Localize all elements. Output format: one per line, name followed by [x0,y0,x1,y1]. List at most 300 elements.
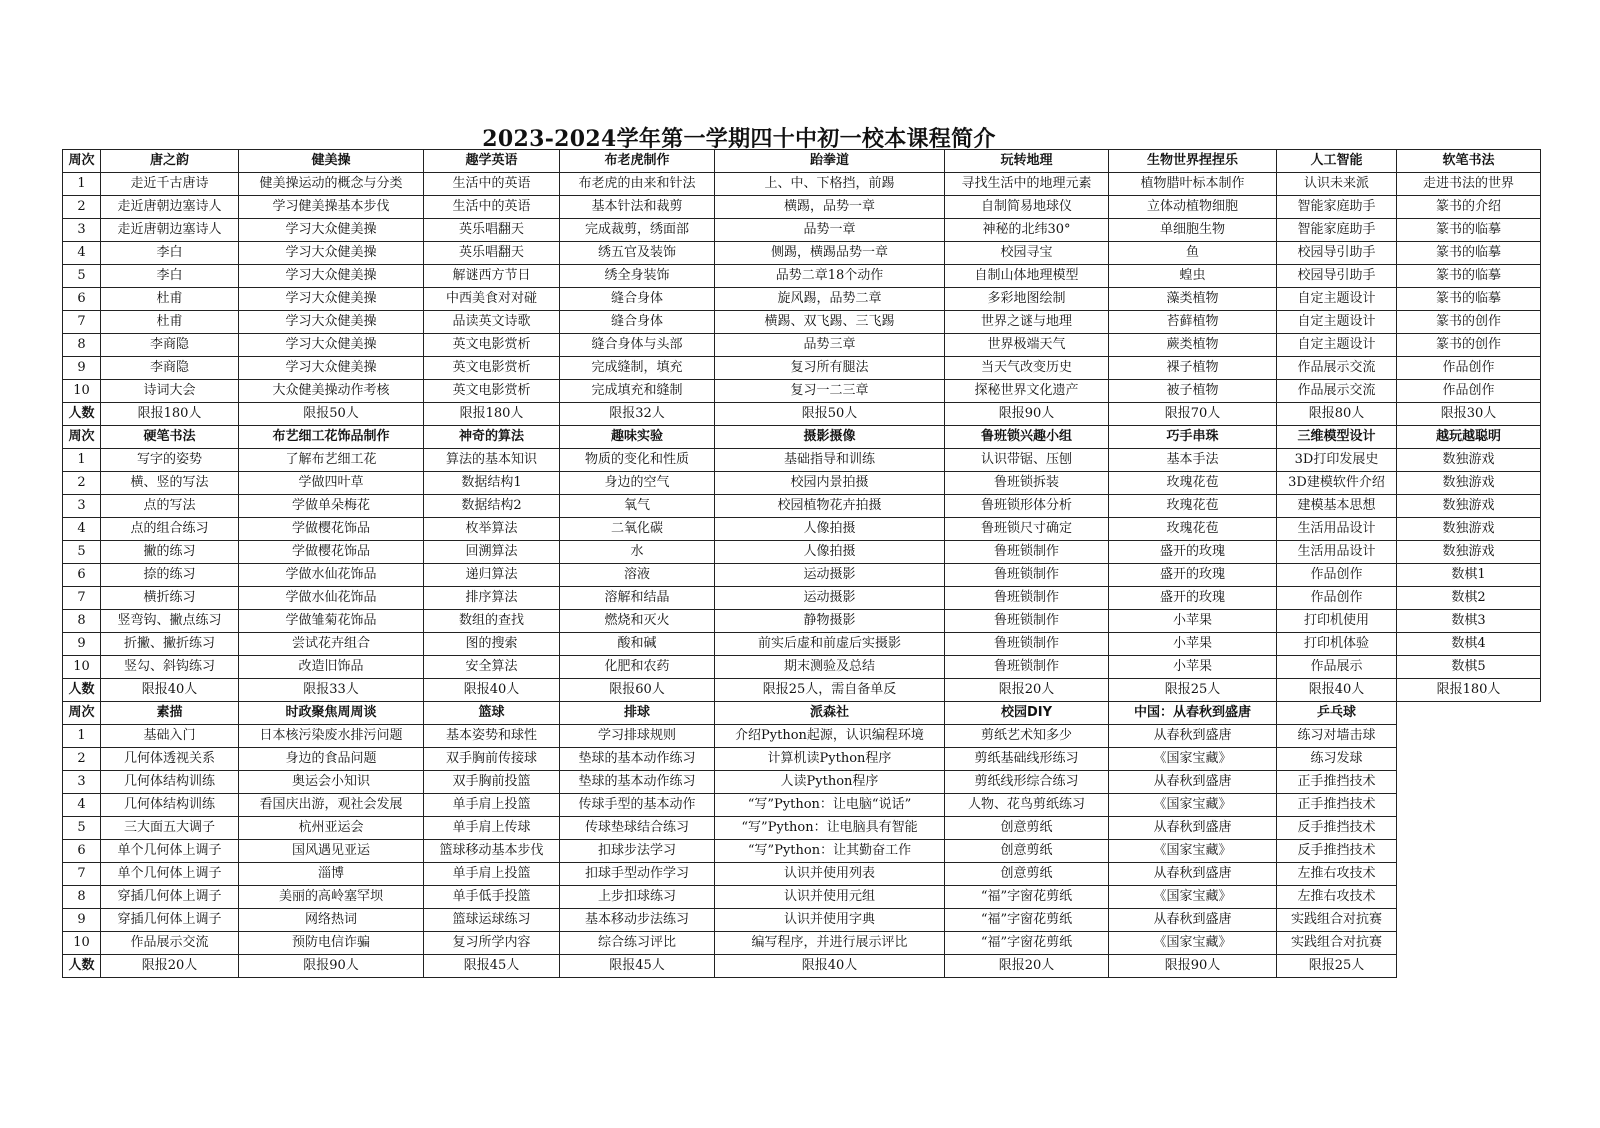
week-number: 1 [63,725,101,748]
lesson-topic: 盛开的玫瑰 [1109,564,1277,587]
lesson-topic: 认识未来派 [1277,173,1397,196]
lesson-topic: 数独游戏 [1397,518,1541,541]
week-row [63,380,1541,403]
lesson-topic: 学做雏菊花饰品 [239,610,424,633]
lesson-topic: 数独游戏 [1397,495,1541,518]
lesson-topic: 人像拍摄 [715,541,945,564]
week-row [63,541,1541,564]
lesson-topic: 篆书的介绍 [1397,196,1541,219]
lesson-topic: 双手胸前传接球 [424,748,560,771]
lesson-topic: 数独游戏 [1397,449,1541,472]
course-name: 排球 [560,702,715,725]
lesson-topic: 数棋2 [1397,587,1541,610]
lesson-topic: 数棋1 [1397,564,1541,587]
empty-cell [1397,725,1541,748]
lesson-topic: 基本针法和裁剪 [560,196,715,219]
enrollment-limit: 限报45人 [560,955,715,978]
lesson-topic: 神秘的北纬30° [945,219,1109,242]
week-number: 2 [63,196,101,219]
lesson-topic: 打印机使用 [1277,610,1397,633]
lesson-topic: 小苹果 [1109,656,1277,679]
lesson-topic: 横踢，品势一章 [715,196,945,219]
week-row [63,771,1541,794]
lesson-topic: 鲁班锁制作 [945,587,1109,610]
lesson-topic: 上步扣球练习 [560,886,715,909]
course-name: 唐之韵 [101,150,239,173]
week-number: 8 [63,610,101,633]
enrollment-limit: 限报32人 [560,403,715,426]
lesson-topic: 鲁班锁制作 [945,564,1109,587]
lesson-topic: 李商隐 [101,357,239,380]
lesson-topic: 打印机体验 [1277,633,1397,656]
lesson-topic: 鲁班锁形体分析 [945,495,1109,518]
lesson-topic: 自制山体地理模型 [945,265,1109,288]
lesson-topic: 杜甫 [101,311,239,334]
lesson-topic: 从春秋到盛唐 [1109,863,1277,886]
week-number: 5 [63,541,101,564]
course-name: 素描 [101,702,239,725]
lesson-topic: 杭州亚运会 [239,817,424,840]
lesson-topic: 作品创作 [1277,587,1397,610]
lesson-topic: 实践组合对抗赛 [1277,932,1397,955]
enrollment-limit: 限报180人 [424,403,560,426]
lesson-topic: 运动摄影 [715,564,945,587]
lesson-topic: 双手胸前投篮 [424,771,560,794]
week-row [63,472,1541,495]
lesson-topic: 点的写法 [101,495,239,518]
lesson-topic: 学习健美操基本步伐 [239,196,424,219]
empty-cell [1397,817,1541,840]
course-name: 巧手串珠 [1109,426,1277,449]
enrollment-limit: 限报60人 [560,679,715,702]
lesson-topic: “写”Python：让电脑具有智能 [715,817,945,840]
week-number: 1 [63,449,101,472]
lesson-topic: 人读Python程序 [715,771,945,794]
lesson-topic: 作品展示交流 [1277,357,1397,380]
lesson-topic: 穿插几何体上调子 [101,909,239,932]
week-row [63,311,1541,334]
lesson-topic: 作品创作 [1397,357,1541,380]
lesson-topic: “福”字窗花剪纸 [945,886,1109,909]
course-name: 趣味实验 [560,426,715,449]
lesson-topic: 杜甫 [101,288,239,311]
lesson-topic: 单手肩上传球 [424,817,560,840]
lesson-topic: 学习大众健美操 [239,288,424,311]
lesson-topic: 从春秋到盛唐 [1109,771,1277,794]
enrollment-limit: 限报40人 [424,679,560,702]
course-name: 乒乓球 [1277,702,1397,725]
enrollment-limit: 限报40人 [1277,679,1397,702]
lesson-topic: 从春秋到盛唐 [1109,909,1277,932]
course-name: 玩转地理 [945,150,1109,173]
course-name: 派森社 [715,702,945,725]
week-number: 7 [63,863,101,886]
lesson-topic: 复习所学内容 [424,932,560,955]
enrollment-limit: 限报20人 [945,955,1109,978]
lesson-topic: 校园内景拍摄 [715,472,945,495]
lesson-topic: “写”Python：让电脑“说话” [715,794,945,817]
lesson-topic: 认识并使用字典 [715,909,945,932]
lesson-topic: 自定主题设计 [1277,334,1397,357]
lesson-topic: 奥运会小知识 [239,771,424,794]
week-row [63,288,1541,311]
course-name: 鲁班锁兴趣小组 [945,426,1109,449]
lesson-topic: 走近唐朝边塞诗人 [101,219,239,242]
lesson-topic: 作品展示 [1277,656,1397,679]
lesson-topic: 学做水仙花饰品 [239,564,424,587]
lesson-topic: 鲁班锁制作 [945,656,1109,679]
lesson-topic: 蕨类植物 [1109,334,1277,357]
week-number: 4 [63,794,101,817]
course-name: 布艺细工花饰品制作 [239,426,424,449]
enrollment-label: 人数 [63,403,101,426]
lesson-topic: 基本移动步法练习 [560,909,715,932]
enrollment-limit: 限报33人 [239,679,424,702]
lesson-topic: 人像拍摄 [715,518,945,541]
course-name: 软笔书法 [1397,150,1541,173]
lesson-topic: 篆书的临摹 [1397,265,1541,288]
enrollment-label: 人数 [63,679,101,702]
lesson-topic: 当天气改变历史 [945,357,1109,380]
lesson-topic: 认识并使用元组 [715,886,945,909]
lesson-topic: 单手肩上投篮 [424,863,560,886]
lesson-topic: 3D打印发展史 [1277,449,1397,472]
empty-cell [1397,840,1541,863]
lesson-topic: 小苹果 [1109,633,1277,656]
lesson-topic: 横折练习 [101,587,239,610]
empty-cell [1397,955,1541,978]
enrollment-limit: 限报70人 [1109,403,1277,426]
lesson-topic: 点的组合练习 [101,518,239,541]
lesson-topic: 二氧化碳 [560,518,715,541]
empty-cell [1397,748,1541,771]
week-row [63,909,1541,932]
week-number: 10 [63,380,101,403]
lesson-topic: 盛开的玫瑰 [1109,587,1277,610]
lesson-topic: 创意剪纸 [945,840,1109,863]
enrollment-limit-row [63,679,1541,702]
week-row [63,265,1541,288]
lesson-topic: 英乐唱翻天 [424,242,560,265]
lesson-topic: 人物、花鸟剪纸练习 [945,794,1109,817]
lesson-topic: 传球手型的基本动作 [560,794,715,817]
week-number: 9 [63,357,101,380]
lesson-topic: 英文电影赏析 [424,380,560,403]
lesson-topic: 缝合身体 [560,288,715,311]
lesson-topic: 校园导引助手 [1277,265,1397,288]
week-number: 9 [63,633,101,656]
lesson-topic: 数棋5 [1397,656,1541,679]
week-row [63,564,1541,587]
week-number: 3 [63,219,101,242]
lesson-topic: 生活中的英语 [424,173,560,196]
lesson-topic: 化肥和农药 [560,656,715,679]
lesson-topic: 探秘世界文化遗产 [945,380,1109,403]
lesson-topic: 学做水仙花饰品 [239,587,424,610]
lesson-topic: 裸子植物 [1109,357,1277,380]
lesson-topic: 图的搜索 [424,633,560,656]
lesson-topic: 《国家宝藏》 [1109,932,1277,955]
week-number: 3 [63,495,101,518]
lesson-topic: 作品展示交流 [101,932,239,955]
lesson-topic: 苔藓植物 [1109,311,1277,334]
lesson-topic: 安全算法 [424,656,560,679]
week-row [63,242,1541,265]
lesson-topic: 前实后虚和前虚后实摄影 [715,633,945,656]
week-column-header: 周次 [63,150,101,173]
lesson-topic: 复习一二三章 [715,380,945,403]
lesson-topic: 校园导引助手 [1277,242,1397,265]
enrollment-limit: 限报90人 [239,955,424,978]
lesson-topic: 从春秋到盛唐 [1109,725,1277,748]
lesson-topic: 介绍Python起源，认识编程环境 [715,725,945,748]
lesson-topic: 基础入门 [101,725,239,748]
lesson-topic: 学习排球规则 [560,725,715,748]
lesson-topic: 水 [560,541,715,564]
lesson-topic: 上、中、下格挡，前踢 [715,173,945,196]
lesson-topic: 生活中的英语 [424,196,560,219]
course-header-row [63,702,1541,725]
course-name: 硬笔书法 [101,426,239,449]
lesson-topic: 尝试花卉组合 [239,633,424,656]
empty-cell [1397,771,1541,794]
lesson-topic: 旋风踢，品势二章 [715,288,945,311]
lesson-topic: 鲁班锁制作 [945,610,1109,633]
lesson-topic: 剪纸艺术知多少 [945,725,1109,748]
enrollment-limit: 限报180人 [1397,679,1541,702]
lesson-topic: 小苹果 [1109,610,1277,633]
lesson-topic: 品势三章 [715,334,945,357]
lesson-topic: 垫球的基本动作练习 [560,771,715,794]
lesson-topic: 练习对墙击球 [1277,725,1397,748]
week-number: 4 [63,242,101,265]
lesson-topic: 几何体结构训练 [101,794,239,817]
lesson-topic: 左推右攻技术 [1277,886,1397,909]
lesson-topic: 数棋3 [1397,610,1541,633]
lesson-topic: 网络热词 [239,909,424,932]
lesson-topic: 被子植物 [1109,380,1277,403]
lesson-topic: 综合练习评比 [560,932,715,955]
week-row [63,794,1541,817]
empty-cell [1397,909,1541,932]
lesson-topic: 3D建模软件介绍 [1277,472,1397,495]
lesson-topic: 学做四叶草 [239,472,424,495]
lesson-topic: 折撇、撇折练习 [101,633,239,656]
lesson-topic: 垫球的基本动作练习 [560,748,715,771]
lesson-topic: 校园寻宝 [945,242,1109,265]
week-number: 5 [63,265,101,288]
week-row [63,219,1541,242]
lesson-topic: 身边的食品问题 [239,748,424,771]
enrollment-limit: 限报80人 [1277,403,1397,426]
lesson-topic: 扣球手型动作学习 [560,863,715,886]
course-header-row [63,150,1541,173]
course-name: 校园DIY [945,702,1109,725]
lesson-topic: 解谜西方节日 [424,265,560,288]
lesson-topic: 盛开的玫瑰 [1109,541,1277,564]
lesson-topic: 自定主题设计 [1277,288,1397,311]
lesson-topic: 撇的练习 [101,541,239,564]
lesson-topic: 基础指导和训练 [715,449,945,472]
lesson-topic: 从春秋到盛唐 [1109,817,1277,840]
lesson-topic: 反手推挡技术 [1277,840,1397,863]
lesson-topic: 运动摄影 [715,587,945,610]
lesson-topic: 《国家宝藏》 [1109,840,1277,863]
enrollment-limit: 限报45人 [424,955,560,978]
lesson-topic: 篆书的创作 [1397,311,1541,334]
lesson-topic: 穿插几何体上调子 [101,886,239,909]
week-number: 5 [63,817,101,840]
week-row [63,633,1541,656]
week-row [63,518,1541,541]
lesson-topic: 剪纸基础线形练习 [945,748,1109,771]
week-number: 8 [63,886,101,909]
lesson-topic: 世界之谜与地理 [945,311,1109,334]
lesson-topic: 正手推挡技术 [1277,794,1397,817]
lesson-topic: 大众健美操动作考核 [239,380,424,403]
lesson-topic: 物质的变化和性质 [560,449,715,472]
lesson-topic: 三大面五大调子 [101,817,239,840]
lesson-topic: 李白 [101,265,239,288]
lesson-topic: 篆书的临摹 [1397,288,1541,311]
lesson-topic: 溶解和结晶 [560,587,715,610]
course-name: 健美操 [239,150,424,173]
document-title: 2023-2024学年第一学期四十中初一校本课程简介 [482,126,996,152]
week-number: 4 [63,518,101,541]
lesson-topic: 正手推挡技术 [1277,771,1397,794]
lesson-topic: 鱼 [1109,242,1277,265]
week-row [63,840,1541,863]
enrollment-limit: 限报20人 [101,955,239,978]
lesson-topic: 期末测验及总结 [715,656,945,679]
lesson-topic: 自制简易地球仪 [945,196,1109,219]
lesson-topic: 中西美食对对碰 [424,288,560,311]
lesson-topic: 校园植物花卉拍摄 [715,495,945,518]
course-name: 人工智能 [1277,150,1397,173]
week-row [63,334,1541,357]
course-name: 摄影摄像 [715,426,945,449]
week-number: 7 [63,311,101,334]
course-name: 趣学英语 [424,150,560,173]
lesson-topic: 编写程序，并进行展示评比 [715,932,945,955]
lesson-topic: 多彩地图绘制 [945,288,1109,311]
week-row [63,587,1541,610]
week-number: 7 [63,587,101,610]
enrollment-limit-row [63,955,1541,978]
lesson-topic: 学做樱花饰品 [239,518,424,541]
lesson-topic: 鲁班锁尺寸确定 [945,518,1109,541]
lesson-topic: 完成缝制，填充 [560,357,715,380]
lesson-topic: 篮球移动基本步伐 [424,840,560,863]
lesson-topic: 学习大众健美操 [239,219,424,242]
lesson-topic: 基本姿势和球性 [424,725,560,748]
lesson-topic: 单个几何体上调子 [101,840,239,863]
week-number: 6 [63,564,101,587]
lesson-topic: 几何体结构训练 [101,771,239,794]
enrollment-limit: 限报50人 [715,403,945,426]
lesson-topic: 氧气 [560,495,715,518]
enrollment-limit: 限报40人 [715,955,945,978]
lesson-topic: 李白 [101,242,239,265]
lesson-topic: 排序算法 [424,587,560,610]
lesson-topic: 日本核污染废水排污问题 [239,725,424,748]
lesson-topic: 创意剪纸 [945,863,1109,886]
week-column-header: 周次 [63,702,101,725]
lesson-topic: 算法的基本知识 [424,449,560,472]
lesson-topic: 侧踢，横踢品势一章 [715,242,945,265]
lesson-topic: 学习大众健美操 [239,334,424,357]
lesson-topic: 英文电影赏析 [424,334,560,357]
lesson-topic: 作品创作 [1397,380,1541,403]
week-row [63,196,1541,219]
empty-cell [1397,863,1541,886]
lesson-topic: 美丽的高岭塞罕坝 [239,886,424,909]
lesson-topic: 走近唐朝边塞诗人 [101,196,239,219]
enrollment-limit: 限报30人 [1397,403,1541,426]
lesson-topic: 溶液 [560,564,715,587]
empty-cell [1397,794,1541,817]
lesson-topic: 数独游戏 [1397,472,1541,495]
lesson-topic: 玫瑰花苞 [1109,518,1277,541]
course-name: 布老虎制作 [560,150,715,173]
week-number: 6 [63,840,101,863]
lesson-topic: 《国家宝藏》 [1109,748,1277,771]
lesson-topic: 认识并使用列表 [715,863,945,886]
course-name: 时政聚焦周周谈 [239,702,424,725]
enrollment-limit: 限报25人，需自备单反 [715,679,945,702]
week-row [63,656,1541,679]
lesson-topic: 绣五官及装饰 [560,242,715,265]
lesson-topic: 缝合身体与头部 [560,334,715,357]
lesson-topic: 扣球步法学习 [560,840,715,863]
lesson-topic: 静物摄影 [715,610,945,633]
lesson-topic: 学做单朵梅花 [239,495,424,518]
lesson-topic: 反手推挡技术 [1277,817,1397,840]
lesson-topic: 世界极端天气 [945,334,1109,357]
lesson-topic: 藻类植物 [1109,288,1277,311]
lesson-topic: 英乐唱翻天 [424,219,560,242]
week-number: 10 [63,656,101,679]
lesson-topic: 淄博 [239,863,424,886]
lesson-topic: 几何体透视关系 [101,748,239,771]
lesson-topic: 学习大众健美操 [239,311,424,334]
week-row [63,610,1541,633]
enrollment-limit: 限报90人 [945,403,1109,426]
lesson-topic: 实践组合对抗赛 [1277,909,1397,932]
lesson-topic: 数组的查找 [424,610,560,633]
week-number: 1 [63,173,101,196]
lesson-topic: 学习大众健美操 [239,242,424,265]
lesson-topic: 品势二章18个动作 [715,265,945,288]
course-name: 神奇的算法 [424,426,560,449]
week-row [63,817,1541,840]
lesson-topic: 生活用品设计 [1277,518,1397,541]
lesson-topic: 品读英文诗歌 [424,311,560,334]
lesson-topic: 英文电影赏析 [424,357,560,380]
course-name: 生物世界捏捏乐 [1109,150,1277,173]
lesson-topic: 鲁班锁拆装 [945,472,1109,495]
week-row [63,886,1541,909]
lesson-topic: 捺的练习 [101,564,239,587]
lesson-topic: 数棋4 [1397,633,1541,656]
enrollment-label: 人数 [63,955,101,978]
lesson-topic: 绣全身装饰 [560,265,715,288]
lesson-topic: 传球垫球结合练习 [560,817,715,840]
lesson-topic: 寻找生活中的地理元素 [945,173,1109,196]
course-name: 越玩越聪明 [1397,426,1541,449]
week-row [63,932,1541,955]
course-schedule-table [62,149,1541,978]
